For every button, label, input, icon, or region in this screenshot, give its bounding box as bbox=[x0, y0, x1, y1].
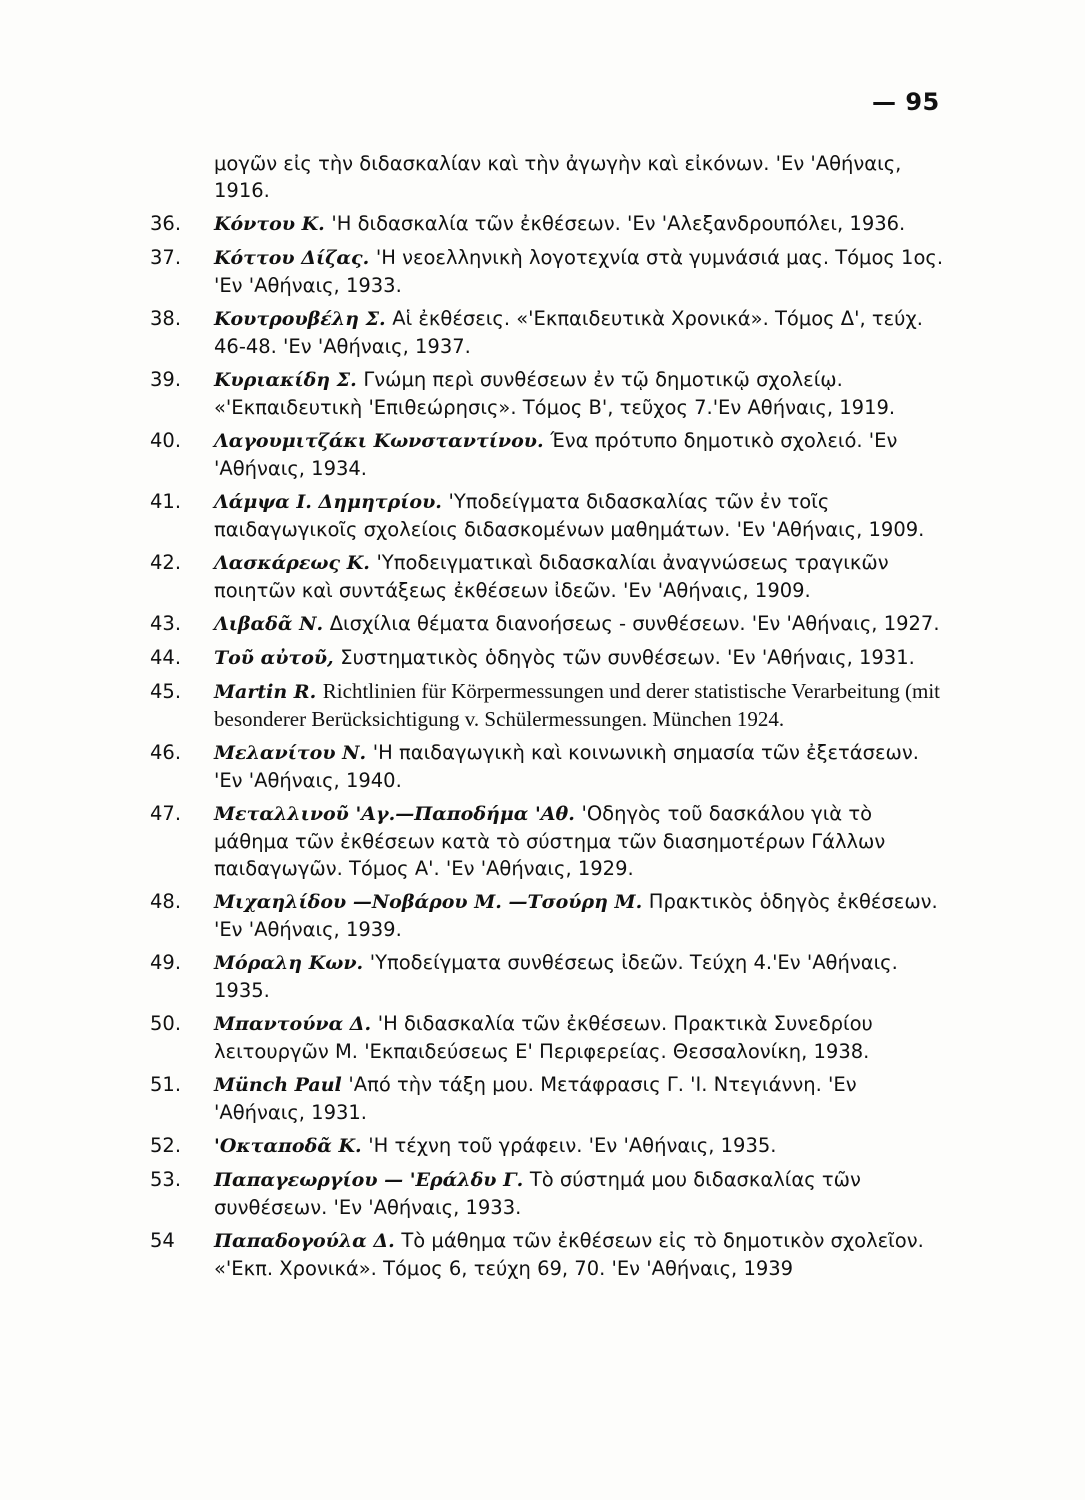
entry-number: 38. bbox=[150, 307, 182, 330]
entry-text: Τὸ σύστημά μου διδασκαλίας τῶν συνθέσεων. 'Εν 'Αθήναις, 1933. bbox=[214, 1168, 861, 1219]
entry-text: Ένα πρότυπο δημοτικὸ σχολειό. 'Εν 'Αθήναις, 1934. bbox=[214, 429, 898, 480]
entry-number: 46. bbox=[150, 741, 182, 764]
entry-text: Γνώμη περὶ συνθέσεων ἐν τῷ δημοτικῷ σχολείῳ. «'Εκπαιδευτικὴ 'Επιθεώρησις». Τόμος Β', τεῦχος 7.'Εν Αθήναις, 1919. bbox=[214, 368, 896, 419]
bibliography-entry-49 bbox=[150, 949, 950, 1004]
entry-number: 40. bbox=[150, 429, 182, 452]
entry-author: Παπαδογούλα Δ. bbox=[214, 1230, 402, 1252]
bibliography-entry-36 bbox=[150, 210, 950, 238]
entry-author: Λάμψα Ι. Δημητρίου. bbox=[214, 491, 449, 513]
bibliography-entry-48 bbox=[150, 888, 950, 943]
entry-number: 47. bbox=[150, 802, 182, 825]
entry-author: Münch Paul bbox=[214, 1074, 349, 1096]
entry-author: Μπαντούνα Δ. bbox=[214, 1013, 378, 1035]
page-number: — 95 bbox=[872, 88, 940, 116]
entry-author: Κυριακίδη Σ. bbox=[214, 369, 364, 391]
bibliography-entry-54 bbox=[150, 1227, 950, 1282]
bibliography-entry-45 bbox=[150, 678, 950, 733]
entry-text: Τὸ μάθημα τῶν ἐκθέσεων εἰς τὸ δημοτικὸν σχολεῖον. «'Εκπ. Χρονικά». Τόμος 6, τεύχη 69, 70. 'Εν 'Αθήναις, 1939 bbox=[214, 1229, 924, 1280]
entry-text: μογῶν εἰς τὴν διδασκαλίαν καὶ τὴν ἀγωγὴν καὶ εἰκόνων. 'Εν 'Αθήναις, 1916. bbox=[214, 152, 902, 202]
entry-text: 'Υποδείγματα συνθέσεως ἰδεῶν. Τεύχη 4.'Εν 'Αθήναις. 1935. bbox=[214, 951, 898, 1002]
bibliography-entry-37 bbox=[150, 244, 950, 299]
bibliography-entry-53 bbox=[150, 1166, 950, 1221]
entry-number: 49. bbox=[150, 951, 182, 974]
entry-number: 37. bbox=[150, 246, 182, 269]
entry-author: Παπαγεωργίου — 'Εράλδυ Γ. bbox=[214, 1169, 530, 1191]
entry-text: Αἱ ἐκθέσεις. «'Εκπαιδευτικὰ Χρονικά». Τόμος Δ', τεύχ. 46-48. 'Εν 'Αθήναις, 1937. bbox=[214, 307, 923, 358]
bibliography-entry-44 bbox=[150, 644, 950, 672]
bibliography-entry-51 bbox=[150, 1071, 950, 1126]
bibliography-entry-46 bbox=[150, 739, 950, 794]
entry-author: Μόραλη Κων. bbox=[214, 952, 370, 974]
bibliography-entry-38 bbox=[150, 305, 950, 360]
entry-text: Δισχίλια θέματα διανοήσεως - συνθέσεων. 'Εν 'Αθήναις, 1927. bbox=[329, 612, 940, 635]
entry-text: 'Η νεοελληνικὴ λογοτεχνία στὰ γυμνάσιά μας. Τόμος 1ος. 'Εν 'Αθήναις, 1933. bbox=[214, 246, 944, 297]
entry-number: 43. bbox=[150, 612, 182, 635]
bibliography-entry-47 bbox=[150, 800, 950, 882]
bibliography-entry-42 bbox=[150, 549, 950, 604]
entry-author: Martin R. bbox=[214, 681, 323, 703]
entry-number: 54 bbox=[150, 1229, 175, 1252]
entry-author: Λασκάρεως Κ. bbox=[214, 552, 377, 574]
bibliography-entry-50 bbox=[150, 1010, 950, 1065]
entry-number: 36. bbox=[150, 212, 182, 235]
entry-author: Λαγουμιτζάκι Κωνσταντίνου. bbox=[214, 430, 551, 452]
entry-author: Τοῦ αὐτοῦ, bbox=[214, 647, 341, 669]
entry-number: 50. bbox=[150, 1012, 182, 1035]
entry-text: 'Η παιδαγωγικὴ καὶ κοινωνικὴ σημασία τῶν ἐξετάσεων. 'Εν 'Αθήναις, 1940. bbox=[214, 741, 919, 792]
entry-number: 51. bbox=[150, 1073, 182, 1096]
entry-text: Συστηματικὸς ὁδηγὸς τῶν συνθέσεων. 'Εν 'Αθήναις, 1931. bbox=[340, 646, 915, 669]
entry-text: 'Η διδασκαλία τῶν ἐκθέσεων. 'Εν 'Αλεξανδρουπόλει, 1936. bbox=[331, 212, 906, 235]
entry-number: 44. bbox=[150, 646, 182, 669]
continuation-entry bbox=[150, 150, 950, 204]
entry-text: 'Υποδείγματα διδασκαλίας τῶν ἐν τοῖς παιδαγωγικοῖς σχολείοις διδασκομένων μαθημάτων. 'Εν 'Αθήναις, 1909. bbox=[214, 490, 925, 541]
entry-number: 45. bbox=[150, 680, 182, 703]
entry-author: Λιβαδᾶ Ν. bbox=[214, 613, 330, 635]
entry-number: 41. bbox=[150, 490, 182, 513]
entry-text: 'Η τέχνη τοῦ γράφειν. 'Εν 'Αθήναις, 1935. bbox=[368, 1134, 777, 1157]
bibliography-entry-39 bbox=[150, 366, 950, 421]
entry-number: 52. bbox=[150, 1134, 182, 1157]
entry-author: Μελανίτου Ν. bbox=[214, 742, 373, 764]
entry-author: Μεταλλινοῦ 'Αγ.—Παποδήμα 'Αθ. bbox=[214, 803, 582, 825]
entry-text: 'Η διδασκαλία τῶν ἐκθέσεων. Πρακτικὰ Συνεδρίου λειτουργῶν Μ. 'Εκπαιδεύσεως Ε' Περιφερείας. Θεσσαλονίκη, 1938. bbox=[214, 1012, 873, 1063]
entry-text: 'Οδηγὸς τοῦ δασκάλου γιὰ τὸ μάθημα τῶν ἐκθέσεων κατὰ τὸ σύστημα τῶν διασημοτέρων Γάλλων παιδαγωγῶν. Τόμος Α'. 'Εν 'Αθήναις, 1929. bbox=[214, 802, 886, 880]
entry-author: Κουτρουβέλη Σ. bbox=[214, 308, 393, 330]
entry-author: Κόντου Κ. bbox=[214, 213, 332, 235]
entry-text: Richtlinien für Körpermessungen und derer statistische Verarbeitung (mit besonderer Berücksichtigung v. Schülermessungen. München 1924. bbox=[214, 679, 940, 731]
entry-text: Πρακτικὸς ὁδηγὸς ἐκθέσεων. 'Εν 'Αθήναις, 1939. bbox=[214, 890, 938, 941]
bibliography-entry-40 bbox=[150, 427, 950, 482]
entry-text: 'Από τὴν τάξη μου. Μετάφρασις Γ. 'Ι. Ντεγιάννη. 'Εν 'Αθήναις, 1931. bbox=[214, 1073, 857, 1124]
entry-number: 42. bbox=[150, 551, 182, 574]
bibliography-entry-43 bbox=[150, 610, 950, 638]
entry-author: Κόττου Δίζας. bbox=[214, 247, 376, 269]
entry-number: 53. bbox=[150, 1168, 182, 1191]
entry-text: 'Υποδειγματικαὶ διδασκαλίαι ἀναγνώσεως τραγικῶν ποιητῶν καὶ συντάξεως ἐκθέσεων ἰδεῶν. 'Εν 'Αθήναις, 1909. bbox=[214, 551, 889, 602]
entry-author: 'Οκταποδᾶ Κ. bbox=[214, 1135, 369, 1157]
entry-number: 39. bbox=[150, 368, 182, 391]
entry-number: 48. bbox=[150, 890, 182, 913]
bibliography-entry-52 bbox=[150, 1132, 950, 1160]
bibliography-list bbox=[150, 150, 950, 1288]
bibliography-entry-41 bbox=[150, 488, 950, 543]
entry-author: Μιχαηλίδου —Νοβάρου Μ. —Τσούρη Μ. bbox=[214, 891, 649, 913]
